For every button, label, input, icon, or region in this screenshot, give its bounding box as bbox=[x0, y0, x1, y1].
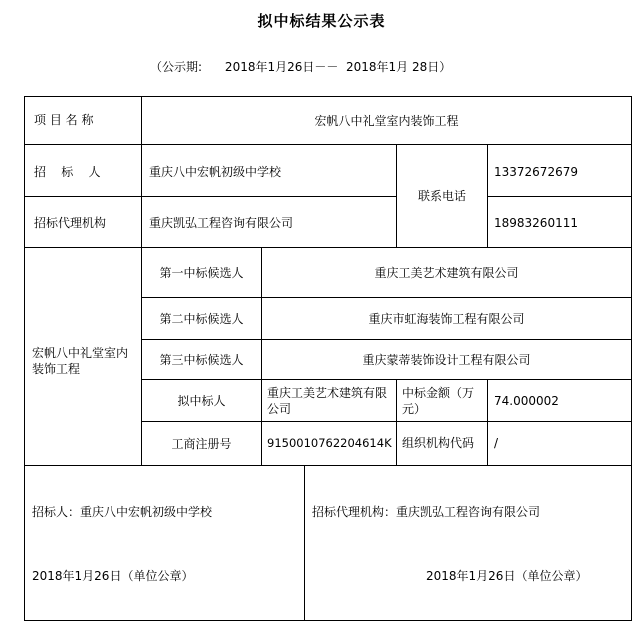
project-side-label: 宏帆八中礼堂室内装饰工程 bbox=[32, 346, 129, 376]
agency-label: 招标代理机构 bbox=[34, 216, 107, 230]
registration-number: 915001076220461​4K bbox=[267, 436, 392, 450]
org-code-value: / bbox=[494, 436, 499, 450]
publicity-period: （公示期: 2018年1月26日－－ 2018年1月 28日） bbox=[150, 60, 452, 74]
candidate-2-value: 重庆市虹海装饰工程有限公司 bbox=[368, 311, 525, 326]
footer-agency: 招标代理机构：重庆凯弘工程咨询有限公司 bbox=[312, 505, 541, 519]
winner-value: 重庆工美艺术建筑有限公司 bbox=[267, 386, 388, 416]
candidate-2-label: 第二中标候选人 bbox=[159, 311, 244, 326]
footer-tenderer: 招标人：重庆八中宏帆初级中学校 bbox=[32, 505, 213, 519]
bid-amount-value: 74.000002 bbox=[494, 394, 559, 408]
agency-value: 重庆凯弘工程咨询有限公司 bbox=[149, 216, 294, 230]
agency-phone: 18983260111 bbox=[494, 216, 578, 230]
winner-label: 拟中标人 bbox=[177, 393, 226, 408]
org-code-label: 组织机构代码 bbox=[402, 436, 475, 450]
footer-tenderer-date: 2018年1月26日（单位公章） bbox=[32, 569, 194, 583]
candidate-3-label: 第三中标候选人 bbox=[159, 352, 244, 367]
tenderer-label: 招 标 人 bbox=[34, 165, 101, 179]
registration-label: 工商注册号 bbox=[171, 436, 232, 451]
page-title: 拟中标结果公示表 bbox=[257, 12, 386, 30]
project-name-value: 宏帆八中礼堂室内装饰工程 bbox=[314, 113, 459, 128]
contact-phone-label: 联系电话 bbox=[417, 189, 466, 203]
candidate-1-value: 重庆工美艺术建筑有限公司 bbox=[374, 265, 519, 280]
bid-amount-label: 中标金额（万元） bbox=[402, 386, 475, 416]
tenderer-phone: 13372672679 bbox=[494, 165, 578, 179]
candidate-3-value: 重庆蒙蒂装饰设计工程有限公司 bbox=[362, 352, 531, 367]
project-name-label: 项 目 名 称 bbox=[34, 113, 94, 127]
tenderer-value: 重庆八中宏帆初级中学校 bbox=[149, 165, 282, 179]
footer-agency-date: 2018年1月26日（单位公章） bbox=[426, 569, 588, 583]
candidate-1-label: 第一中标候选人 bbox=[159, 265, 244, 280]
